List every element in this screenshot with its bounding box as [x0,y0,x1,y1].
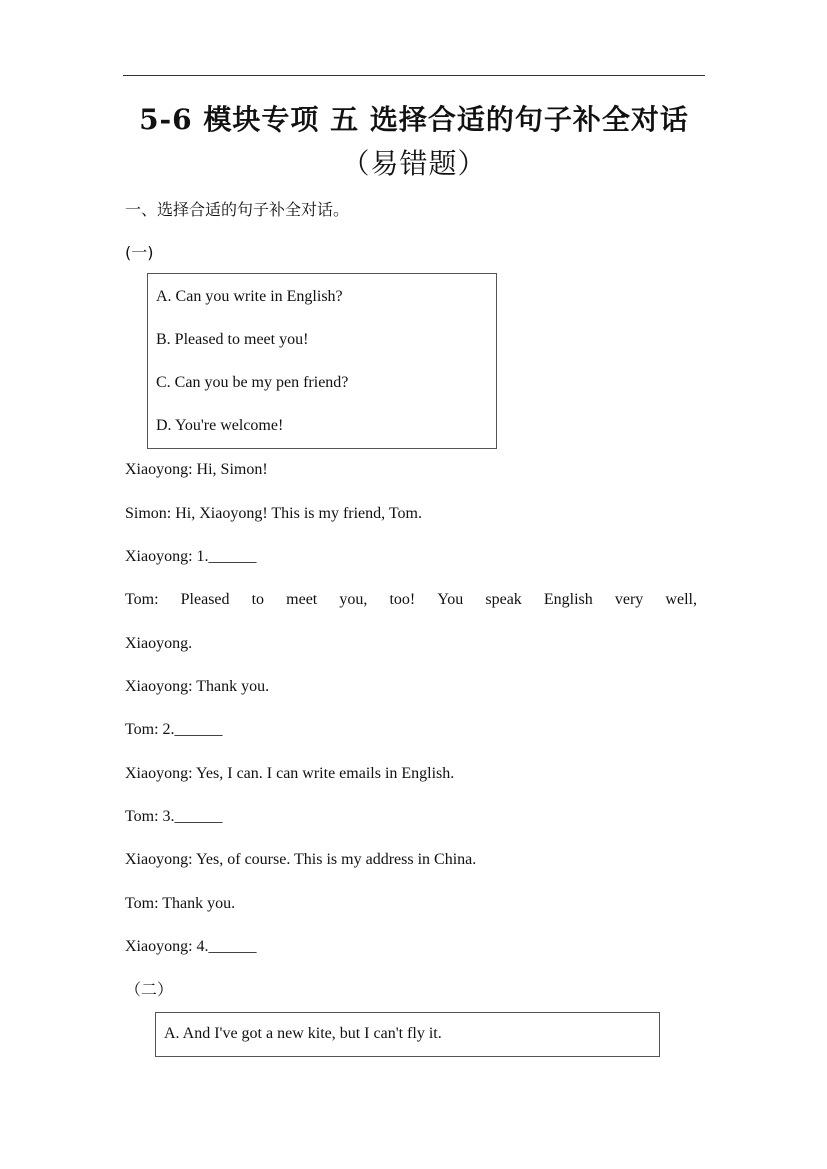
dialogue-line-10: Tom: Thank you. [125,895,236,912]
dialogue-line-7: Xiaoyong: Yes, I can. I can write emails in English. [125,765,455,782]
section-2-label: （二） [125,980,174,999]
option-b: B. Pleased to meet you! [156,331,309,348]
options-box-2 [155,1012,660,1057]
dialogue-line-2: Simon: Hi, Xiaoyong! This is my friend, Tom. [125,505,422,522]
word: you, [339,591,368,608]
dialogue-line-11: Xiaoyong: 4.______ [125,938,257,955]
option-a: A. And I've got a new kite, but I can't fly it. [164,1025,442,1042]
page-title [110,98,718,186]
option-a: A. Can you write in English? [156,288,343,305]
dialogue-line-4 [125,590,697,610]
header-rule [123,75,705,76]
word: Tom: [125,591,159,608]
word: English [543,591,593,608]
dialogue-line-3: Xiaoyong: 1.______ [125,548,257,565]
word: too! [389,591,416,608]
instruction: 一、选择合适的句子补全对话。 [125,200,350,219]
title-line-1: 5-6 模块专项 五 选择合适的句子补全对话 [139,103,689,136]
dialogue-line-6: Tom: 2.______ [125,721,223,738]
option-c: C. Can you be my pen friend? [156,374,349,391]
options-box-1 [147,273,497,449]
word: to [251,591,265,608]
option-d: D. You're welcome! [156,417,284,434]
word: meet [286,591,318,608]
dialogue-line-8: Tom: 3.______ [125,808,223,825]
word: Pleased [180,591,230,608]
dialogue-line-9: Xiaoyong: Yes, of course. This is my address in China. [125,851,477,868]
title-line-2: （易错题） [341,147,487,180]
dialogue-line-4-cont: Xiaoyong. [125,635,193,652]
dialogue-line-5: Xiaoyong: Thank you. [125,678,270,695]
word: well, [665,591,697,608]
word: speak [485,591,522,608]
dialogue-line-1: Xiaoyong: Hi, Simon! [125,461,268,478]
word: very [614,591,644,608]
word: You [437,591,464,608]
section-1-label: (一) [125,243,154,262]
